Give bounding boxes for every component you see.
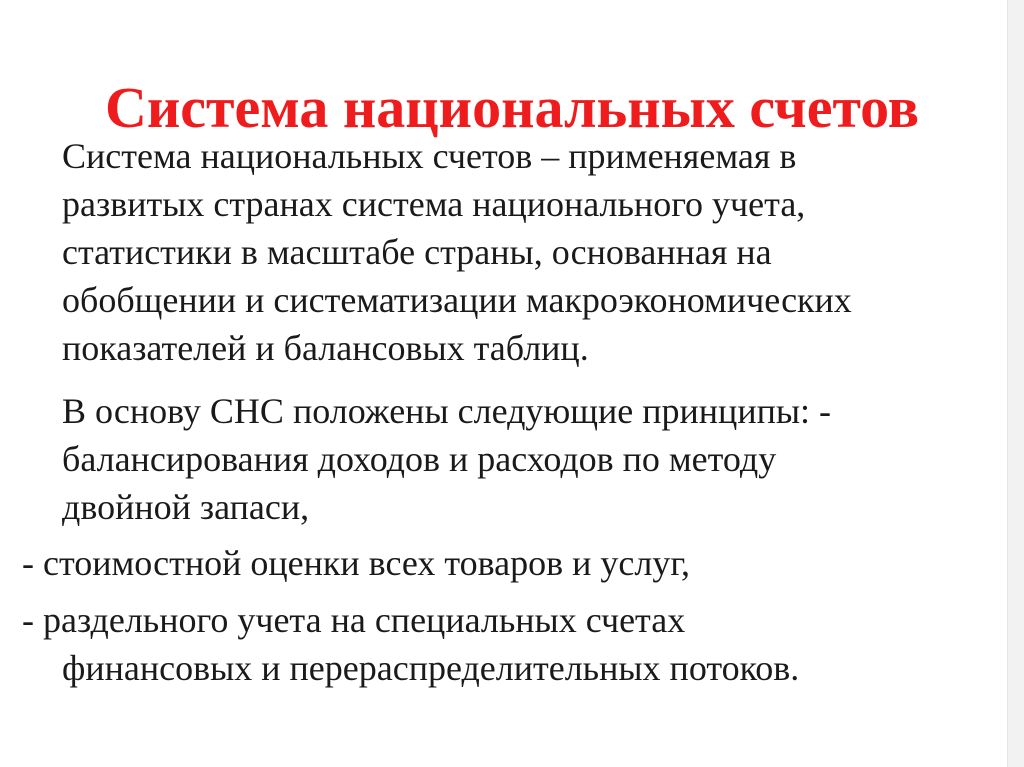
definition-paragraph	[62, 132, 852, 372]
scrollbar[interactable]	[1007, 0, 1024, 767]
text-line: двойной запаси,	[62, 487, 310, 527]
principle-item	[22, 596, 799, 692]
text-line: - раздельного учета на специальных счетах	[22, 600, 686, 640]
text-line: развитых странах система национального учета,	[62, 184, 806, 224]
text-line: статистики в масштабе страны, основанная на	[62, 232, 772, 272]
text-line: В основу СНС положены следующие принципы: -	[62, 391, 832, 431]
slide-title: Система национальных счетов	[104, 74, 920, 140]
text-line: Система национальных счетов – применяемая в	[62, 136, 797, 176]
text-line: финансовых и перераспределительных потоков.	[62, 648, 800, 688]
text-line: обобщении и систематизации макроэкономических	[62, 280, 852, 320]
text-line: балансирования доходов и расходов по методу	[62, 439, 777, 479]
text-line: показателей и балансовых таблиц.	[62, 328, 589, 368]
text-line: - стоимостной оценки всех товаров и услуг,	[22, 543, 691, 583]
principles-paragraph	[62, 387, 831, 531]
principle-item	[22, 539, 690, 587]
